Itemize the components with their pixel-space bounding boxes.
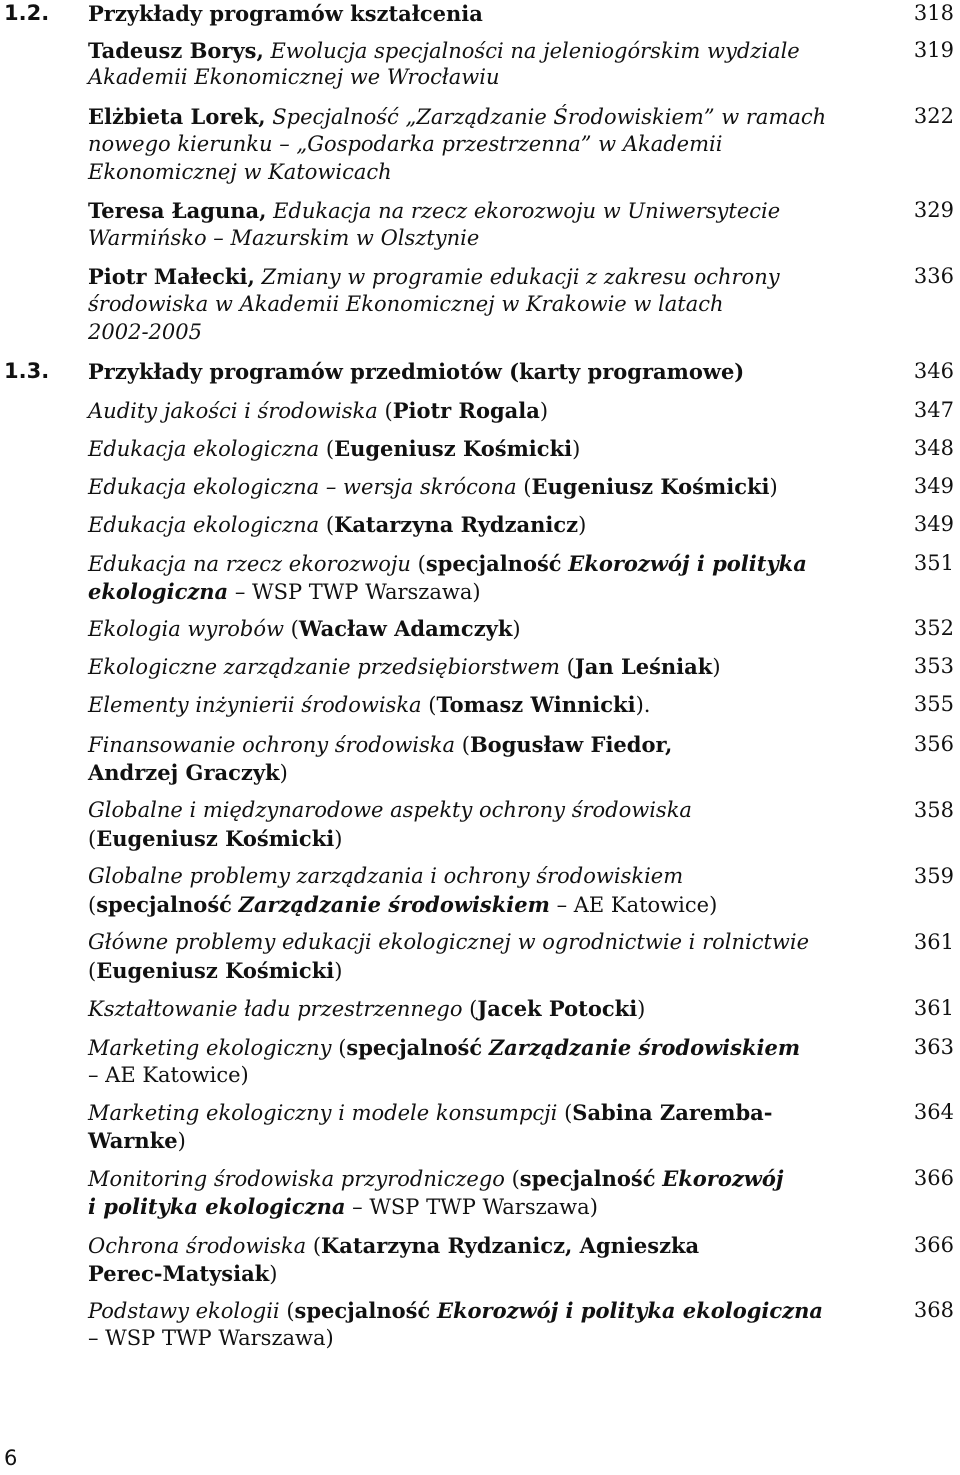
entry-page: 336	[913, 264, 954, 288]
entry-author: Jan Leśniak	[574, 654, 713, 679]
entry-institution: – WSP TWP Warszawa	[352, 1195, 590, 1219]
entry-page: 349	[913, 512, 954, 536]
entry-page: 322	[913, 104, 954, 128]
entry-title: Marketing ekologiczny i modele konsumpcji	[88, 1101, 558, 1125]
entry-author: Piotr Małecki,	[88, 264, 255, 289]
entry-page: 351	[913, 551, 954, 575]
section-page-1-2: 318	[913, 1, 954, 25]
entry-title: Podstawy ekologii	[88, 1299, 280, 1323]
entry-institution: – AE Katowice	[88, 1063, 241, 1087]
entry-specialty: i polityka ekologiczna	[88, 1194, 346, 1219]
entry-institution: – AE Katowice	[556, 893, 710, 917]
entry-author: Elżbieta Lorek,	[88, 104, 266, 129]
entry-page: 366	[913, 1233, 954, 1257]
entry-page: 364	[913, 1100, 954, 1124]
entry-title: Ekologia wyrobów	[88, 617, 284, 641]
entry-specialty-label: specjalność	[346, 1035, 483, 1060]
entry-title: Elementy inżynierii środowiska	[88, 693, 422, 717]
entry-specialty: Ekorozwój	[662, 1166, 784, 1191]
entry-page: 366	[913, 1166, 954, 1190]
section-number-1-2: 1.2.	[4, 1, 50, 25]
entry-specialty: ekologiczna	[88, 579, 229, 604]
entry-title: Kształtowanie ładu przestrzennego	[88, 997, 463, 1021]
entry-page: 329	[913, 198, 954, 222]
entry-title: Marketing ekologiczny	[88, 1036, 332, 1060]
entry-author: Katarzyna Rydzanicz, Agnieszka	[321, 1233, 700, 1258]
entry-title: Edukacja ekologiczna	[88, 437, 320, 461]
entry-title-cont: Warmińsko – Mazurskim w Olsztynie	[88, 226, 480, 250]
entry-page: 347	[913, 398, 954, 422]
entry-author: Tomasz Winnicki	[436, 692, 636, 717]
entry-page: 368	[913, 1298, 954, 1322]
entry-title: Edukacja na rzecz ekorozwoju w Uniwersytecie	[273, 199, 781, 223]
entry-author: Wacław Adamczyk	[298, 616, 513, 641]
section-number-1-3: 1.3.	[4, 359, 50, 383]
entry-specialty: Ekorozwój i polityka ekologiczna	[436, 1298, 823, 1323]
entry-specialty: Zarządzanie środowiskiem	[488, 1035, 801, 1060]
entry-title: Finansowanie ochrony środowiska	[88, 733, 456, 757]
entry-author: Piotr Rogala	[392, 398, 540, 423]
entry-specialty: Zarządzanie środowiskiem	[238, 892, 550, 917]
entry-page: 349	[913, 474, 954, 498]
entry-page: 359	[913, 864, 954, 888]
entry-title: Globalne problemy zarządzania i ochrony środowiskiem	[88, 864, 684, 888]
page-number: 6	[4, 1446, 18, 1470]
entry-author: Tadeusz Borys,	[88, 38, 264, 63]
section-title-1-2: Przykłady programów kształcenia	[88, 1, 483, 26]
entry-page: 361	[913, 996, 954, 1020]
entry-author: Eugeniusz Kośmicki	[96, 826, 335, 851]
entry-title-cont: Ekonomicznej w Katowicach	[88, 160, 392, 184]
entry-author: Bogusław Fiedor,	[469, 732, 673, 757]
entry-specialty-label: specjalność	[519, 1166, 656, 1191]
entry-specialty-label: specjalność	[425, 551, 562, 576]
entry-title: Edukacja ekologiczna	[88, 513, 320, 537]
entry-page: 352	[913, 616, 954, 640]
entry-author: Katarzyna Rydzanicz	[334, 512, 579, 537]
entry-title: Edukacja na rzecz ekorozwoju	[88, 552, 411, 576]
entry-page: 361	[913, 930, 954, 954]
entry-author: Eugeniusz Kośmicki	[96, 958, 335, 983]
entry-title: Audity jakości i środowiska	[88, 399, 378, 423]
entry-title: Monitoring środowiska przyrodniczego	[88, 1167, 505, 1191]
entry-page: 358	[913, 798, 954, 822]
entry-page: 356	[913, 732, 954, 756]
entry-specialty-label: specjalność	[96, 892, 232, 917]
entry-page: 319	[913, 38, 954, 62]
entry-title-cont: 2002-2005	[88, 320, 202, 344]
entry-author: Eugeniusz Kośmicki	[334, 436, 573, 461]
entry-page: 363	[913, 1035, 954, 1059]
section-title-1-3: Przykłady programów przedmiotów (karty programowe)	[88, 359, 745, 384]
entry-page: 348	[913, 436, 954, 460]
entry-title: Ochrona środowiska	[88, 1234, 307, 1258]
entry-author: Sabina Zaremba-	[572, 1100, 773, 1125]
entry-title: Globalne i międzynarodowe aspekty ochrony środowiska	[88, 798, 692, 822]
entry-author: Teresa Łaguna,	[88, 198, 267, 223]
entry-title: Ekologiczne zarządzanie przedsiębiorstwem	[88, 655, 560, 679]
entry-specialty: Ekorozwój i polityka	[568, 551, 807, 576]
entry-institution: – WSP TWP Warszawa	[234, 580, 473, 604]
entry-title: Zmiany w programie edukacji z zakresu ochrony	[261, 265, 780, 289]
entry-specialty-label: specjalność	[294, 1298, 431, 1323]
entry-page: 355	[913, 692, 954, 716]
entry-title-cont: środowiska w Akademii Ekonomicznej w Krakowie w latach	[88, 292, 724, 316]
entry-author: Eugeniusz Kośmicki	[531, 474, 770, 499]
entry-author: Jacek Potocki	[477, 996, 638, 1021]
entry-title-cont: nowego kierunku – „Gospodarka przestrzenna” w Akademii	[88, 132, 723, 156]
entry-institution: – WSP TWP Warszawa	[88, 1326, 326, 1350]
entry-author: Andrzej Graczyk	[88, 760, 280, 785]
entry-author: Perec-Matysiak	[88, 1261, 270, 1286]
entry-author: Warnke	[88, 1128, 178, 1153]
entry-page: 353	[913, 654, 954, 678]
entry-title: Edukacja ekologiczna – wersja skrócona	[88, 475, 517, 499]
entry-title-cont: Akademii Ekonomicznej we Wrocławiu	[88, 65, 500, 89]
section-page-1-3: 346	[913, 359, 954, 383]
entry-title: Specjalność „Zarządzanie Środowiskiem” w ramach	[272, 105, 827, 129]
entry-title: Główne problemy edukacji ekologicznej w ogrodnictwie i rolnictwie	[88, 930, 810, 954]
entry-title: Ewolucja specjalności na jeleniogórskim wydziale	[270, 39, 800, 63]
